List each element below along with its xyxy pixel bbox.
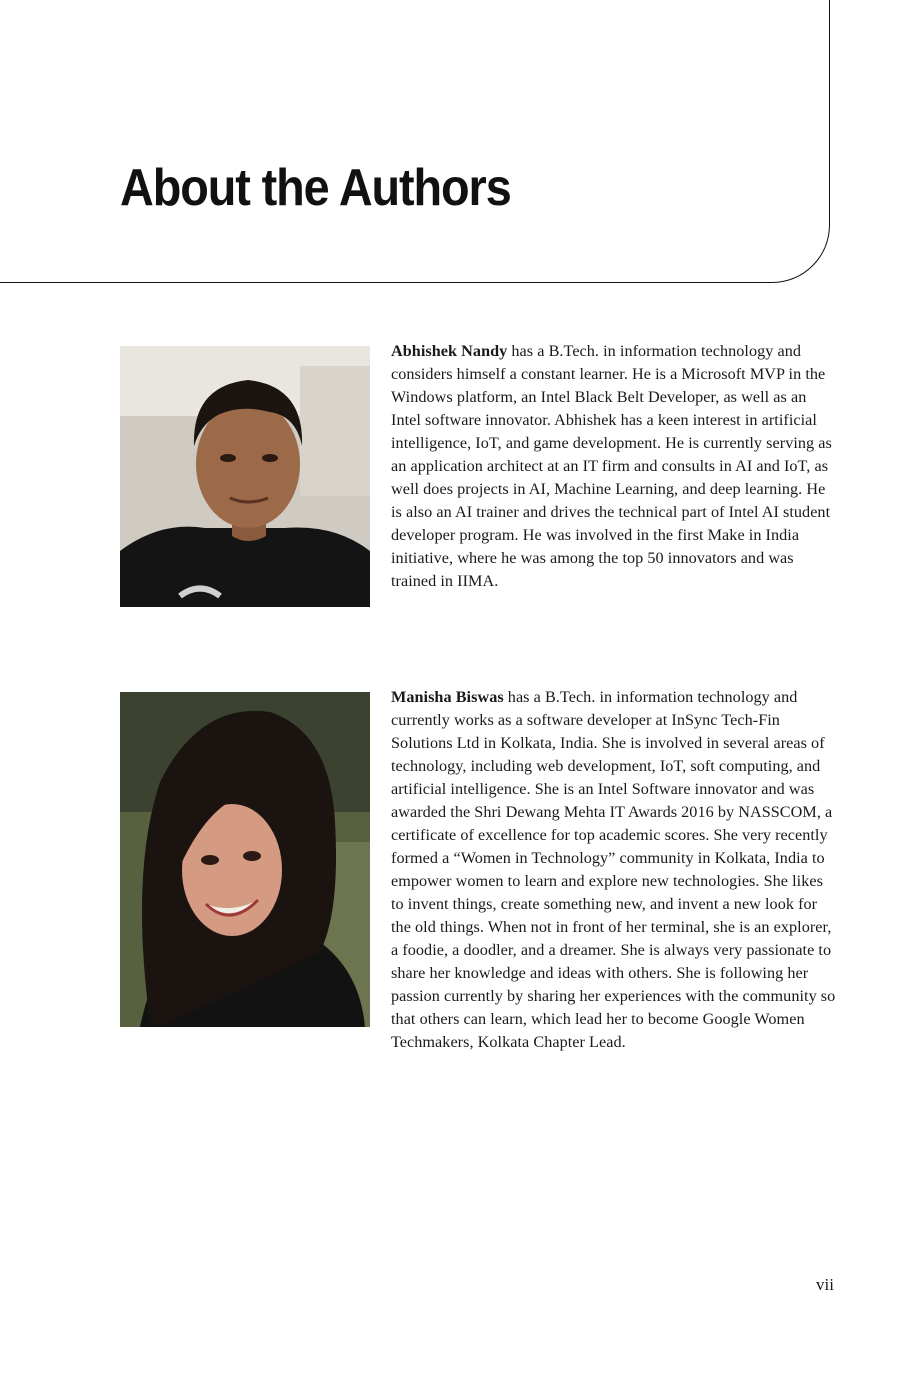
page-number: vii [816, 1275, 834, 1294]
author-photo-abhishek [120, 346, 370, 607]
author-bio-text-abhishek: has a B.Tech. in information technology and considers himself a constant learner. He is a Microsoft MVP in the Windows platform, an Intel Black Belt Developer, as well as an Intel software innovator. Abhishek has a keen interest in artificial intelligence, IoT, and game development. He is currently serving as an application architect at an IT firm and consults in AI and IoT, as well does projects in AI, Machine Learning, and deep learning. He is also an AI trainer and drives the technical part of Intel AI student developer program. He was involved in the first Make in India initiative, where he was among the top 50 innovators and was trained in IIMA. [391, 342, 832, 590]
author-bio-abhishek [120, 340, 836, 613]
page-title: About the Authors [120, 159, 511, 217]
author-photo-manisha [120, 692, 370, 1027]
author-bio-manisha [120, 686, 836, 1054]
author-name-manisha: Manisha Biswas [391, 688, 504, 706]
author-bio-text-manisha: has a B.Tech. in information technology and currently works as a software developer at InSync Tech-Fin Solutions Ltd in Kolkata, India. She is involved in several areas of technology, including web development, IoT, soft computing, and artificial intelligence. She is an Intel Software innovator and was awarded the Shri Dewang Mehta IT Awards 2016 by NASSCOM, a certificate of excellence for top academic scores. She very recently formed a “Women in Technology” community in Kolkata, India to empower women to learn and explore new technologies. She likes to invent things, create something new, and invent a new look for the old things. When not in front of her terminal, she is an explorer, a foodie, a doodler, and a dreamer. She is always very passionate to share her knowledge and ideas with others. She is following her passion currently by sharing her experiences with the community so that others can learn, which lead her to become Google Women Techmakers, Kolkata Chapter Lead. [391, 688, 836, 1051]
header-frame [0, 0, 830, 283]
author-name-abhishek: Abhishek Nandy [391, 342, 508, 360]
